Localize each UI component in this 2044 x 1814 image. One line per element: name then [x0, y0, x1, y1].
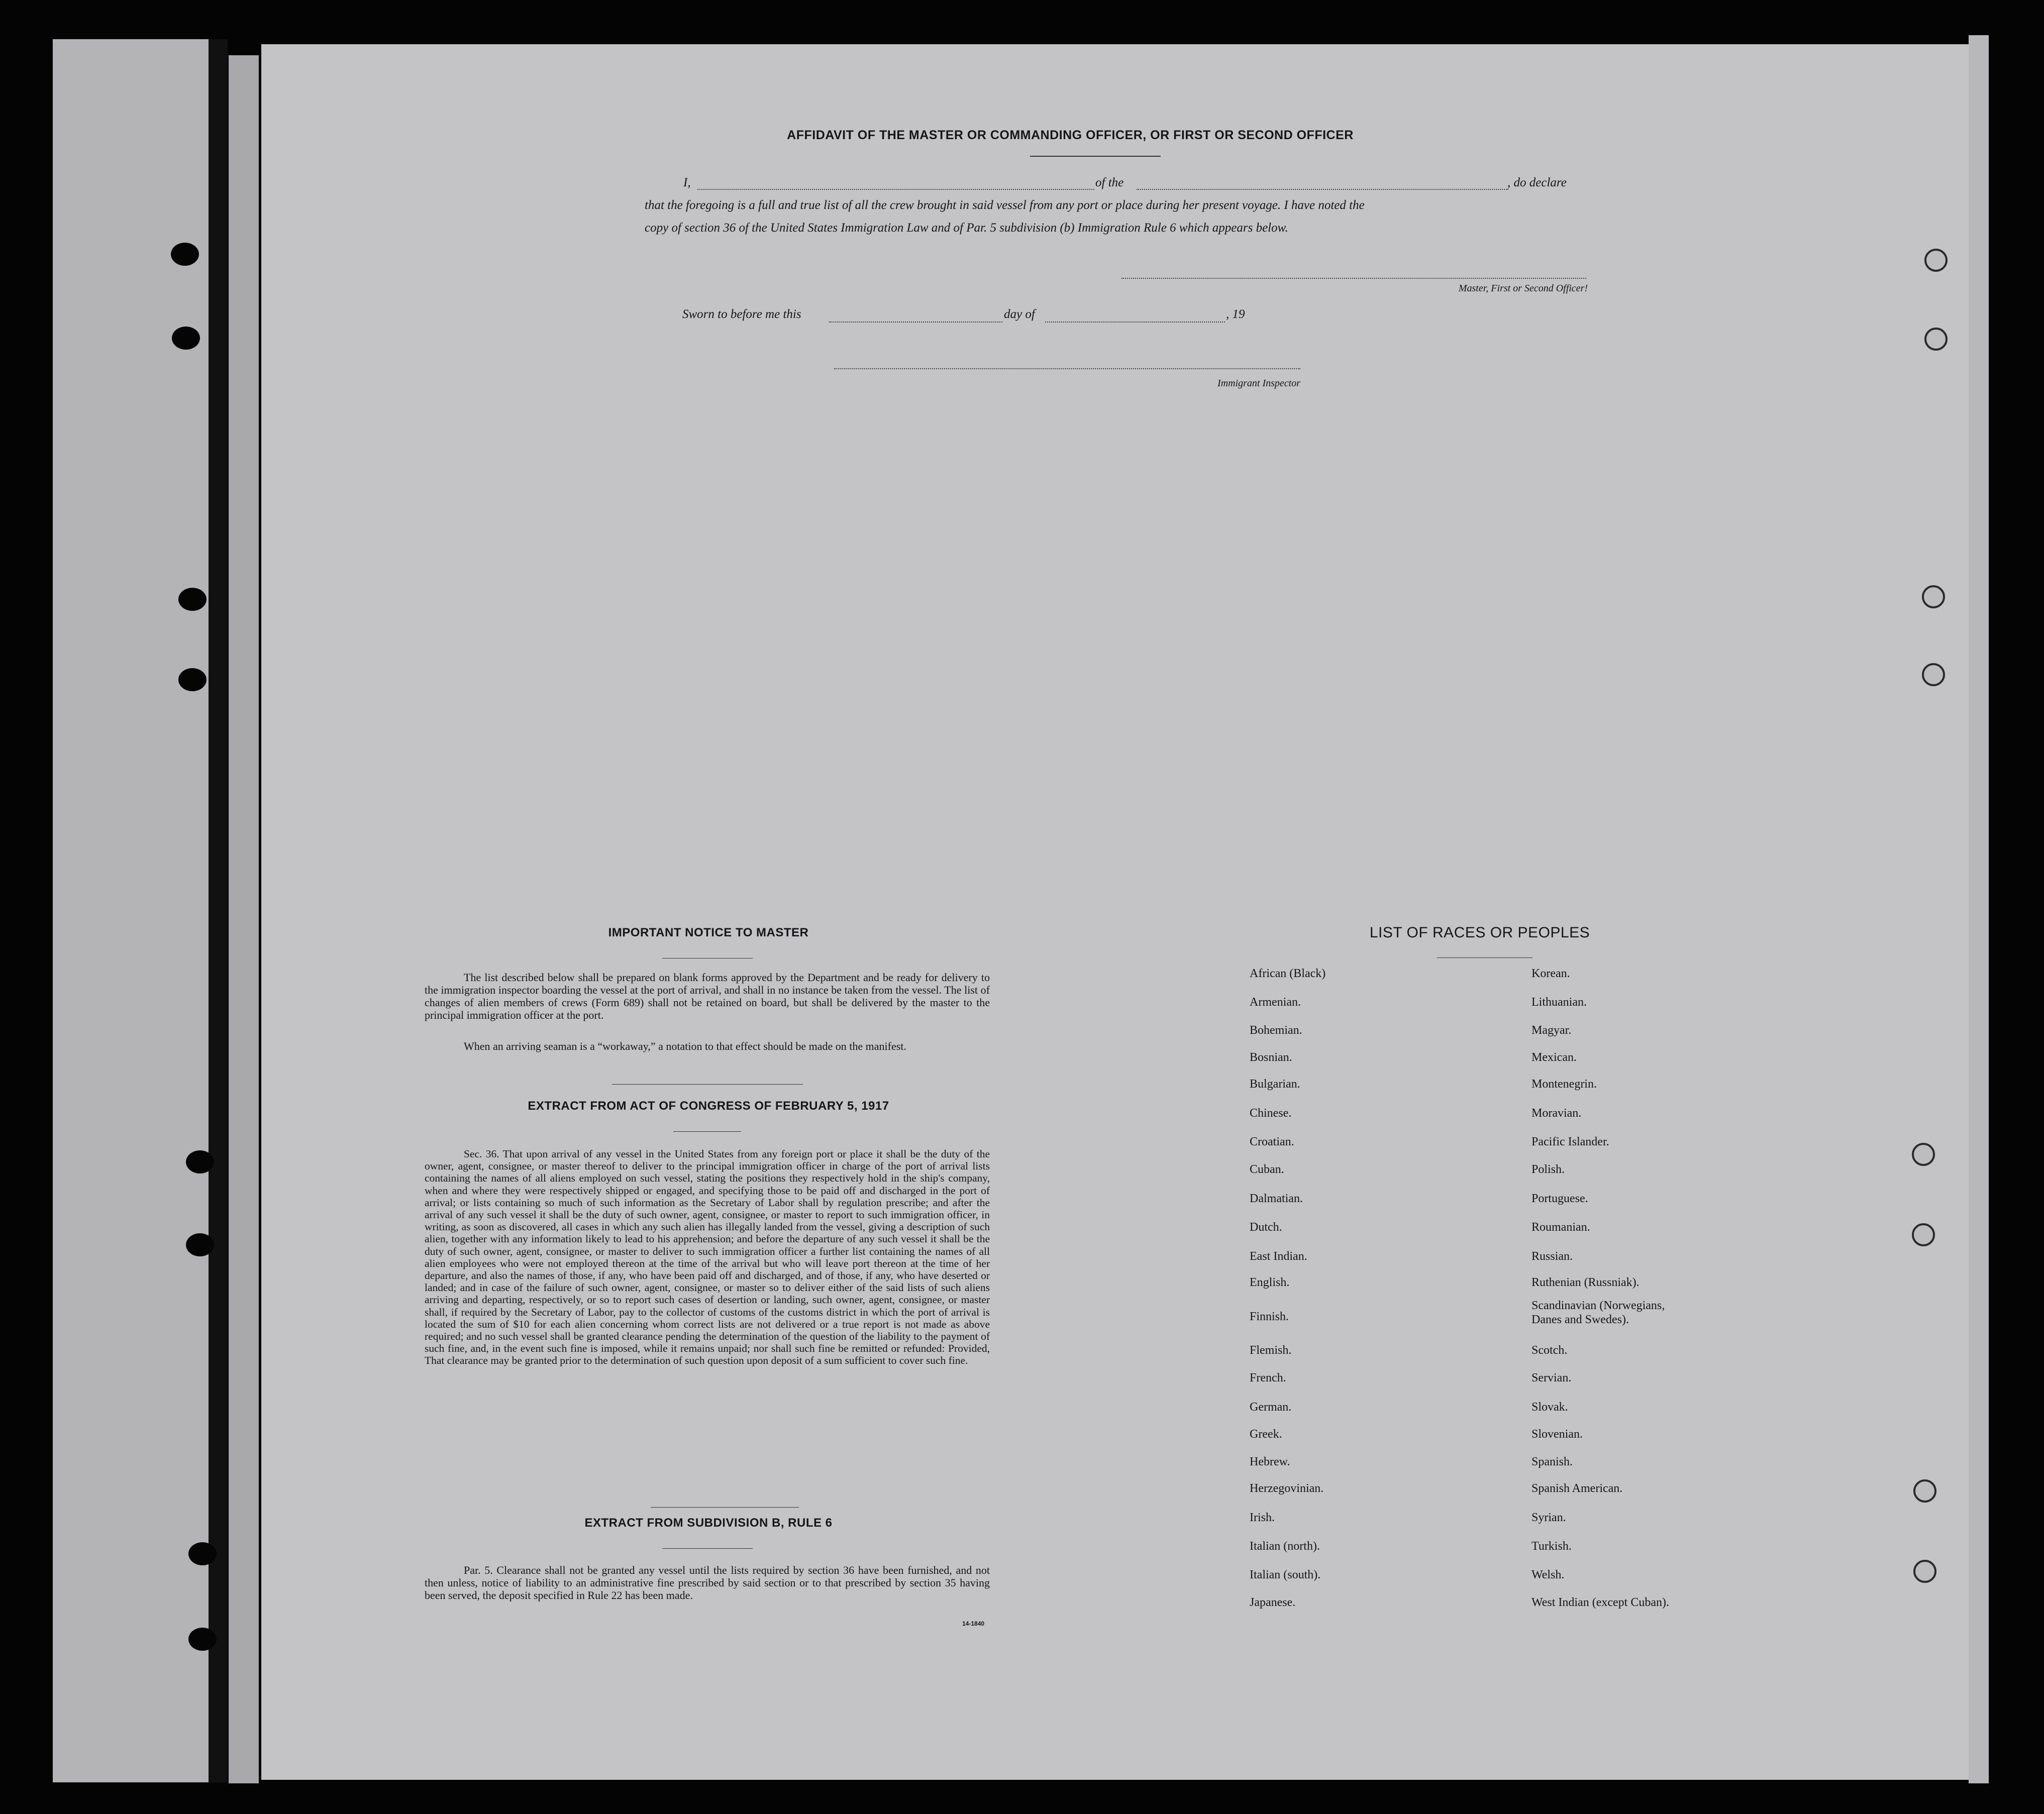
race-item: Mexican. [1531, 1051, 1577, 1064]
race-item: Servian. [1531, 1371, 1572, 1384]
sworn-text: Sworn to before me this [682, 307, 801, 321]
name-blank[interactable] [697, 189, 1094, 190]
extract-act-rule [673, 1131, 741, 1132]
race-item: Magyar. [1531, 1024, 1572, 1037]
punch-hole [178, 588, 207, 611]
race-item: Hebrew. [1250, 1455, 1290, 1468]
race-item: Moravian. [1531, 1107, 1582, 1120]
race-item: Italian (north). [1250, 1540, 1320, 1553]
extract-rule-rule [662, 1548, 753, 1549]
race-item: Spanish. [1531, 1455, 1573, 1468]
ring-hole [1912, 1143, 1935, 1166]
binding-gap [229, 55, 259, 1783]
race-item: African (Black) [1250, 967, 1326, 980]
inspector-signature-line[interactable] [834, 368, 1300, 369]
race-item: Japanese. [1250, 1596, 1296, 1609]
race-item: Irish. [1250, 1511, 1275, 1524]
left-stub-strip [53, 39, 209, 1782]
race-item: Dutch. [1250, 1221, 1282, 1234]
races-title: LIST OF RACES OR PEOPLES [1369, 924, 1590, 941]
affidavit-declare: , do declare [1507, 176, 1567, 189]
ring-hole [1912, 1223, 1935, 1246]
punch-hole [188, 1628, 217, 1651]
extract-rule-title: EXTRACT FROM SUBDIVISION B, RULE 6 [584, 1516, 833, 1530]
extract-act-title: EXTRACT FROM ACT OF CONGRESS OF FEBRUARY 5, 1917 [528, 1099, 889, 1113]
race-item: Cuban. [1250, 1163, 1284, 1176]
race-item: Bohemian. [1250, 1024, 1302, 1037]
race-item: Turkish. [1531, 1540, 1572, 1553]
sworn-day-blank[interactable] [829, 322, 1002, 323]
race-item: Greek. [1250, 1428, 1282, 1441]
race-item: Russian. [1531, 1250, 1573, 1263]
punch-hole [178, 668, 207, 691]
race-item: English. [1250, 1276, 1290, 1289]
race-item: Slovak. [1531, 1401, 1568, 1414]
section-divider [651, 1507, 799, 1508]
race-item: East Indian. [1250, 1250, 1307, 1263]
race-item: Flemish. [1250, 1344, 1292, 1357]
race-item: Spanish American. [1531, 1482, 1623, 1495]
ring-hole [1913, 1479, 1936, 1503]
form-number: 14-1840 [962, 1620, 985, 1627]
ring-hole [1924, 328, 1948, 351]
race-item: Welsh. [1531, 1568, 1565, 1581]
race-item: Ruthenian (Russniak). [1531, 1276, 1640, 1289]
year-text: , 19 [1226, 307, 1245, 321]
race-item: Armenian. [1250, 996, 1301, 1009]
race-item: Croatian. [1250, 1135, 1294, 1148]
ring-hole [1922, 663, 1945, 686]
right-page-edge [1969, 35, 1989, 1783]
race-item: Dalmatian. [1250, 1192, 1303, 1205]
ring-hole [1913, 1560, 1936, 1583]
punch-hole [188, 1542, 217, 1565]
section-divider [612, 1084, 803, 1085]
notice-para1: The list described below shall be prepared on blank forms approved by the Department and be ready for delivery to the immigration inspector boarding the vessel at the port of arrival, and shall in no instance be taken from the vessel. The list of changes of alien members of crews (Form 689) shall not be retained on board, but shall be delivered by the master to the principal immigration officer at the port. [425, 971, 990, 1021]
punch-hole [186, 1150, 214, 1173]
race-item: Italian (south). [1250, 1568, 1321, 1581]
punch-hole [186, 1233, 214, 1256]
inspector-caption: Immigrant Inspector [1217, 378, 1300, 389]
affidavit-line3: copy of section 36 of the United States Immigration Law and of Par. 5 subdivision (b) Immigration Rule 6 which appears below. [645, 221, 1288, 235]
race-item: Scotch. [1531, 1344, 1568, 1357]
race-item: Korean. [1531, 967, 1570, 980]
race-item: Slovenian. [1531, 1428, 1583, 1441]
race-item: Chinese. [1250, 1107, 1292, 1120]
affidavit-line2: that the foregoing is a full and true list of all the crew brought in said vessel from any port or place during her present voyage. I have noted the [645, 198, 1365, 212]
race-item: Polish. [1531, 1163, 1565, 1176]
master-signature-line[interactable] [1121, 278, 1586, 279]
ring-hole [1924, 249, 1948, 272]
race-item: Montenegrin. [1531, 1078, 1597, 1091]
master-caption: Master, First or Second Officer! [1458, 283, 1588, 294]
affidavit-of-the: of the [1095, 176, 1124, 189]
vessel-blank[interactable] [1137, 189, 1508, 190]
race-item: Scandinavian (Norwegians, Danes and Swedes). [1531, 1299, 1665, 1326]
sworn-month-blank[interactable] [1045, 322, 1225, 323]
race-item: Syrian. [1531, 1511, 1566, 1524]
race-item: Bulgarian. [1250, 1078, 1300, 1091]
race-item: German. [1250, 1401, 1292, 1414]
notice-title: IMPORTANT NOTICE TO MASTER [608, 926, 809, 939]
day-of-text: day of [1004, 307, 1035, 321]
race-item: Roumanian. [1531, 1221, 1590, 1234]
race-item: West Indian (except Cuban). [1531, 1596, 1669, 1609]
punch-hole [172, 327, 200, 350]
title-rule [1030, 156, 1161, 157]
race-item: French. [1250, 1371, 1286, 1384]
affidavit-title: AFFIDAVIT OF THE MASTER OR COMMANDING OFFICER, OR FIRST OR SECOND OFFICER [787, 128, 1354, 142]
race-item: Herzegovinian. [1250, 1482, 1324, 1495]
extract-rule-text: Par. 5. Clearance shall not be granted any vessel until the lists required by section 36 have been furnished, and not then unless, notice of liability to an administrative fine prescribed by said section or to that prescribed by section 35 having been served, the deposit specified in Rule 22 has been made. [425, 1564, 990, 1602]
ring-hole [1922, 585, 1945, 608]
race-item: Finnish. [1250, 1310, 1289, 1323]
race-item: Portuguese. [1531, 1192, 1588, 1205]
affidavit-i: I, [683, 176, 691, 189]
race-item: Lithuanian. [1531, 996, 1587, 1009]
races-rule [1437, 957, 1532, 958]
race-item: Pacific Islander. [1531, 1135, 1609, 1148]
extract-act-text: Sec. 36. That upon arrival of any vessel in the United States from any foreign port or place it shall be the duty of the owner, agent, consignee, or master thereof to deliver to the principal immigration officer in charge of the port of arrival lists containing the names of all aliens employed on such vessel, stating the positions they respectively hold in the ship's company, when and where they were respectively shipped or engaged, and specifying those to be paid off and discharged in the port of arrival; or lists containing so much of such information as the Secretary of Labor shall by regulation prescribe; and after the arrival of any such vessel it shall be the duty of such owner, agent, consignee, or master to report to such immigration officer, in writing, as soon as discovered, all cases in which any such alien has illegally landed from the vessel, giving a description of such alien, together with any information likely to lead to his apprehension; and before the departure of any such vessel it shall be the duty of such owner, agent, consignee, or master to deliver to such immigration officer a further list containing the names of all alien employees who were not employed thereon at the time of the arrival but who will leave port thereon at the time of her departure, and also the names of those, if any, who have been paid off and discharged, and of those, if any, who have deserted or landed; and in case of the failure of such owner, agent, consignee, or master so to deliver either of the said lists of such aliens arriving and departing, respectively, or so to report such cases of desertion or landing, such owner, agent, consignee, or master shall, if required by the Secretary of Labor, pay to the collector of customs of the customs district in which the port of arrival is located the sum of $10 for each alien concerning whom correct lists are not delivered or a true report is not made as above required; and no such vessel shall be granted clearance pending the determination of the question of the liability to the payment of such fine, and, in the event such fine is imposed, while it remains unpaid; nor shall such fine be remitted or refunded: Provided, That clearance may be granted prior to the determination of such question upon deposit of a sum sufficient to cover such fine. [425, 1148, 990, 1367]
notice-para2: When an arriving seaman is a “workaway,” a notation to that effect should be made on the manifest. [464, 1040, 906, 1052]
race-item: Bosnian. [1250, 1051, 1292, 1064]
punch-hole [171, 243, 199, 266]
